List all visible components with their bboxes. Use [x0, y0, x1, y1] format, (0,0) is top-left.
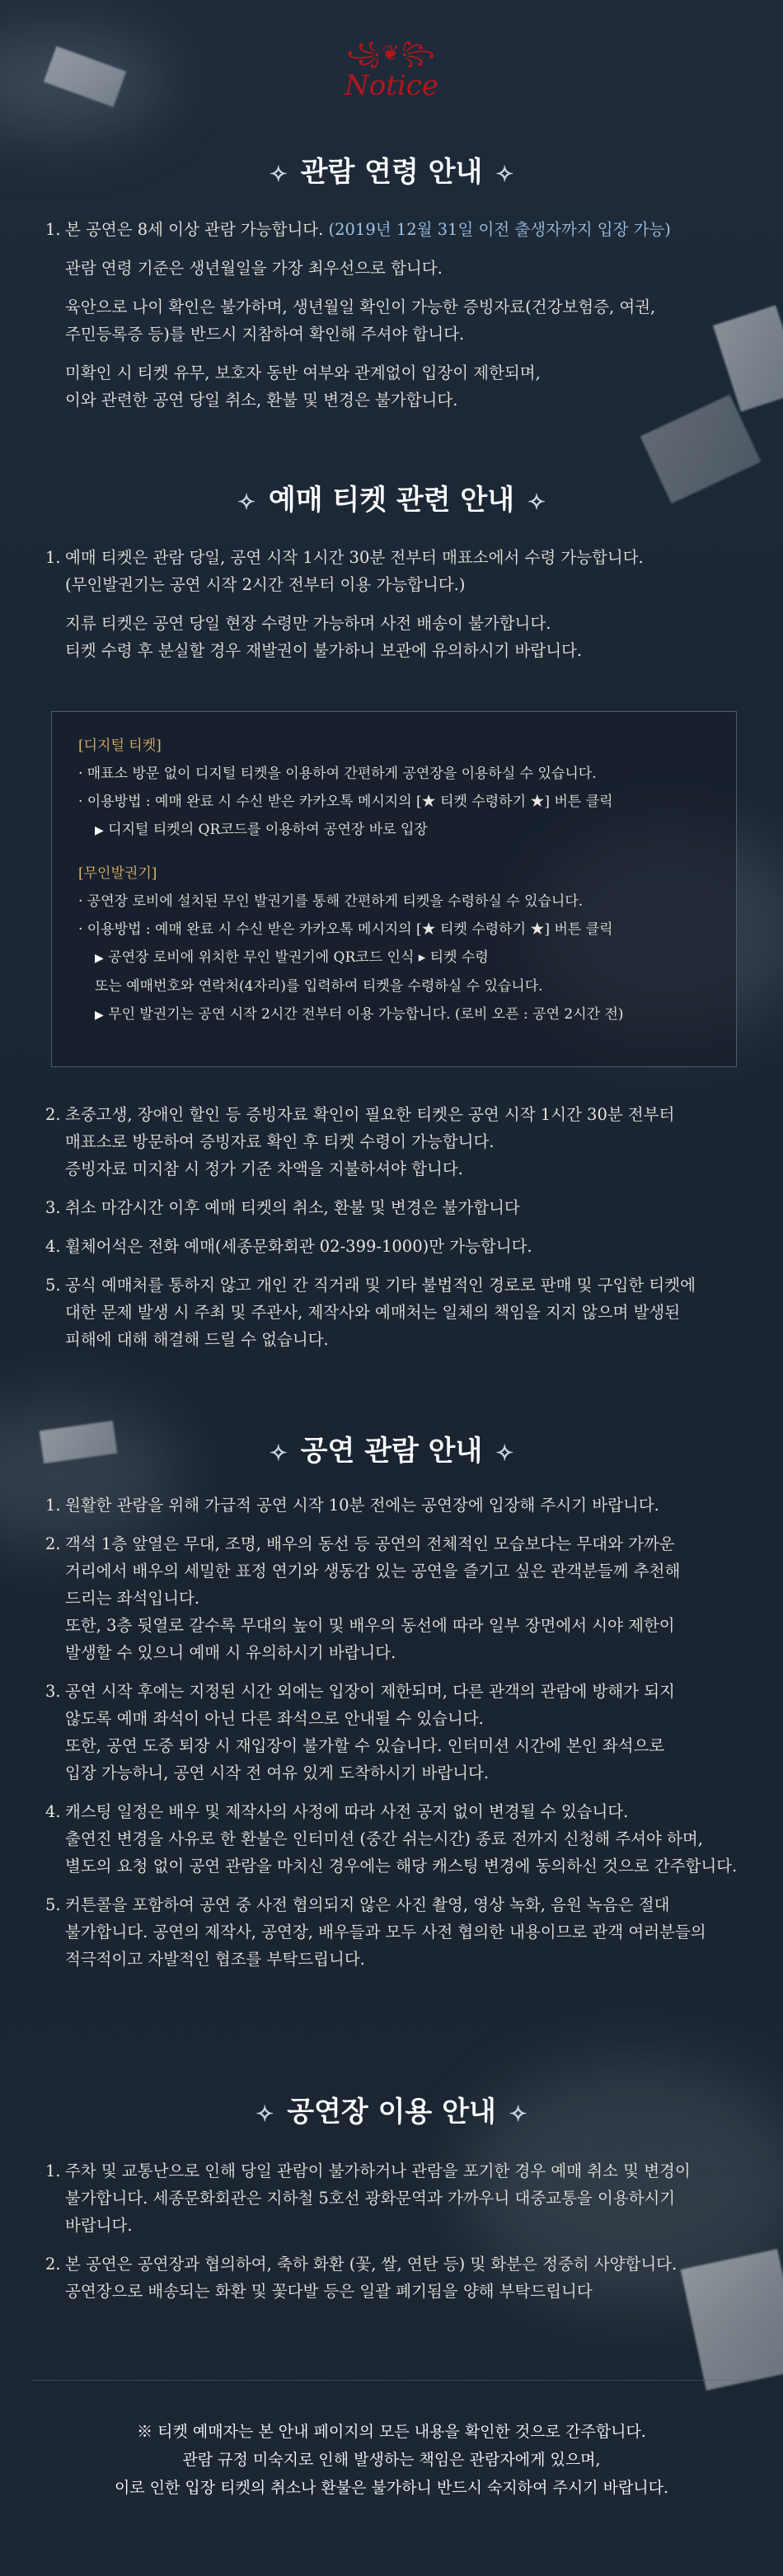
- sparkle-icon: ✧: [509, 2102, 527, 2127]
- sparkle-icon: ✧: [269, 162, 288, 187]
- footer-line: ※ 티켓 예매자는 본 안내 페이지의 모든 내용을 확인한 것으로 간주합니다.: [137, 2423, 646, 2441]
- sparkle-icon: ✧: [256, 2102, 274, 2127]
- divider: [33, 2380, 750, 2381]
- list-item: 3. 취소 마감시간 이후 예매 티켓의 취소, 환불 및 변경은 불가합니다: [45, 1198, 520, 1217]
- list-item: 2. 객석 1층 앞열은 무대, 조명, 배우의 동선 등 공연의 전체적인 모습보다는 무대와 가까운 거리에서 배우의 세밀한 표정 연기와 생동감 있는 공연을 즐기고 싶은 관객분들께 추천해 드리는 좌석입니다. 또한, 3층 뒷열로 갈수록 무대의 높이 및 배우의 동선에 따라 일부 장면에서 시야 제한이 발생할 수 있으니 예매 시 유의하시기 바랍니다.: [45, 1534, 681, 1662]
- section-viewing-list: [0, 1492, 754, 1984]
- box-line: · 공연장 로비에 설치된 무인 발권기를 통해 간편하게 티켓을 수령하실 수 있습니다.: [78, 893, 584, 910]
- list-item: 5. 커튼콜을 포함하여 공연 중 사전 협의되지 않은 사진 촬영, 영상 녹화, 음원 녹음은 절대 불가합니다. 공연의 제작사, 공연장, 배우들과 모두 사전 협의한 내용이므로 관객 여러분들의 적극적이고 자발적인 협조를 부탁드립니다.: [45, 1895, 706, 1969]
- list-item: 4. 휠체어석은 전화 예매(세종문화회관 02-399-1000)만 가능합니다.: [45, 1237, 532, 1256]
- list-item: 5. 공식 예매처를 통하지 않고 개인 간 직거래 및 기타 불법적인 경로로 판매 및 구입한 티켓에 대한 문제 발생 시 주최 및 주관사, 제작사와 예매처는 일체의 책임을 지지 않으며 발생된 피해에 대해 해결해 드릴 수 없습니다.: [45, 1276, 696, 1349]
- list-item: 1. 본 공연은 8세 이상 관람 가능합니다. (2019년 12월 31일 이전 출생자까지 입장 가능) 관람 연령 기준은 생년월일을 가장 최우선으로 합니다. 육안으로 나이 확인은 불가하며, 생년월일 확인이 가능한 증빙자료(건강보험증, 여권, 주민등록증 등)를 반드시 지참하여 확인해 주셔야 합니다. 미확인 시 티켓 유무, 보호자 동반 여부와 관계없이 입장이 제한되며, 이와 관련한 공연 당일 취소, 환불 및 변경은 불가합니다.: [45, 220, 671, 410]
- sparkle-icon: ✧: [269, 1441, 288, 1466]
- box-line: ▶ 공연장 로비에 위치한 무인 발권기에 QR코드 인식 ▸ 티켓 수령: [95, 949, 489, 966]
- ticket-info-box: [0, 711, 737, 1067]
- section-venue: [0, 2093, 783, 2131]
- section-title: ✧ 공연 관람 안내 ✧: [0, 1432, 783, 1470]
- section-ticket-list: [0, 544, 754, 676]
- footer-divider-wrap: [0, 2380, 783, 2381]
- sparkle-icon: ✧: [237, 490, 256, 515]
- section-title: ✧ 관람 연령 안내 ✧: [0, 153, 783, 191]
- footer-line: 이로 인한 입장 티켓의 취소나 환불은 불가하니 반드시 숙지하여 주시기 바랍니다.: [114, 2479, 669, 2497]
- footer-line: 관람 규정 미숙지로 인해 발생하는 책임은 관람자에게 있으며,: [182, 2451, 601, 2469]
- list-item: 1. 원활한 관람을 위해 가급적 공연 시작 10분 전에는 공연장에 입장해 주시기 바랍니다.: [45, 1496, 659, 1515]
- sparkle-icon: ✧: [495, 162, 514, 187]
- triangle-right-icon: ▶: [95, 1009, 104, 1022]
- notice-title: Notice: [345, 69, 438, 102]
- triangle-right-icon: ▶: [95, 952, 104, 965]
- section-ticket: [0, 481, 783, 519]
- box-line: · 매표소 방문 없이 디지털 티켓을 이용하여 간편하게 공연장을 이용하실 수 있습니다.: [78, 766, 597, 782]
- section-viewing: [0, 1432, 783, 1470]
- list-item: 1. 주차 및 교통난으로 인해 당일 관람이 불가하거나 관람을 포기한 경우 예매 취소 및 변경이 불가합니다. 세종문화회관은 지하철 5호선 광화문역과 가까우니 대중교통을 이용하시기 바랍니다.: [45, 2161, 691, 2235]
- box-line: 또는 예매번호와 연락처(4자리)를 입력하여 티켓을 수령하실 수 있습니다.: [95, 978, 543, 995]
- triangle-right-icon: ▶: [95, 824, 104, 837]
- footer-notice: [0, 2418, 783, 2502]
- notice-header: [0, 0, 783, 102]
- list-item: 1. 예매 티켓은 관람 당일, 공연 시작 1시간 30분 전부터 매표소에서 수령 가능합니다. (무인발권기는 공연 시작 2시간 전부터 이용 가능합니다.) 지류 티켓은 공연 당일 현장 수령만 가능하며 사전 배송이 불가합니다. 티켓 수령 후 분실할 경우 재발권이 불가하니 보관에 유의하시기 바랍니다.: [45, 548, 644, 660]
- box-line: · 이용방법 : 예매 완료 시 수신 받은 카카오톡 메시지의 [★ 티켓 수령하기 ★] 버튼 클릭: [78, 794, 613, 810]
- section-title: ✧ 공연장 이용 안내 ✧: [0, 2093, 783, 2131]
- box-line: · 이용방법 : 예매 완료 시 수신 받은 카카오톡 메시지의 [★ 티켓 수령하기 ★] 버튼 클릭: [78, 921, 613, 938]
- ornament-icon: ꧁❦꧂: [346, 41, 437, 66]
- list-item: 2. 초중고생, 장애인 할인 등 증빙자료 확인이 필요한 티켓은 공연 시작 1시간 30분 전부터 매표소로 방문하여 증빙자료 확인 후 티켓 수령이 가능합니다. 증빙자료 미지참 시 정가 기준 차액을 지불하셔야 합니다.: [45, 1105, 675, 1178]
- box-heading-kiosk: [무인발권기]: [78, 865, 157, 882]
- section-title: ✧ 예매 티켓 관련 안내 ✧: [0, 481, 783, 519]
- section-age: [0, 153, 783, 191]
- sparkle-icon: ✧: [527, 490, 546, 515]
- box-heading-digital: [디지털 티켓]: [78, 738, 162, 754]
- section-ticket-list-2: [0, 1101, 754, 1365]
- list-item: 4. 캐스팅 일정은 배우 및 제작사의 사정에 따라 사전 공지 없이 변경될 수 있습니다. 출연진 변경을 사유로 한 환불은 인터미션 (중간 쉬는시간) 종료 전까지 신청해 주셔야 하며, 별도의 요청 없이 공연 관람을 마치신 경우에는 해당 캐스팅 변경에 동의하신 것으로 간주합니다.: [45, 1802, 738, 1876]
- list-item: 3. 공연 시작 후에는 지정된 시간 외에는 입장이 제한되며, 다른 관객의 관람에 방해가 되지 않도록 예매 좌석이 아닌 다른 좌석으로 안내될 수 있습니다. 또한, 공연 도중 퇴장 시 재입장이 불가할 수 있습니다. 인터미션 시간에 본인 좌석으로 입장 가능하니, 공연 시작 전 여유 있게 도착하시기 바랍니다.: [45, 1682, 675, 1782]
- sparkle-icon: ✧: [495, 1441, 514, 1466]
- box-line: ▶ 무인 발권기는 공연 시작 2시간 전부터 이용 가능합니다. (로비 오픈 : 공연 2시간 전): [95, 1006, 624, 1023]
- list-item: 2. 본 공연은 공연장과 협의하여, 축하 화환 (꽃, 쌀, 연탄 등) 및 화분은 정중히 사양합니다. 공연장으로 배송되는 화환 및 꽃다발 등은 일괄 폐기됨을 양해 부탁드립니다: [45, 2255, 678, 2301]
- section-venue-list: [0, 2157, 754, 2316]
- section-age-list: [0, 216, 754, 425]
- box-line: ▶ 디지털 티켓의 QR코드를 이용하여 공연장 바로 입장: [95, 822, 428, 838]
